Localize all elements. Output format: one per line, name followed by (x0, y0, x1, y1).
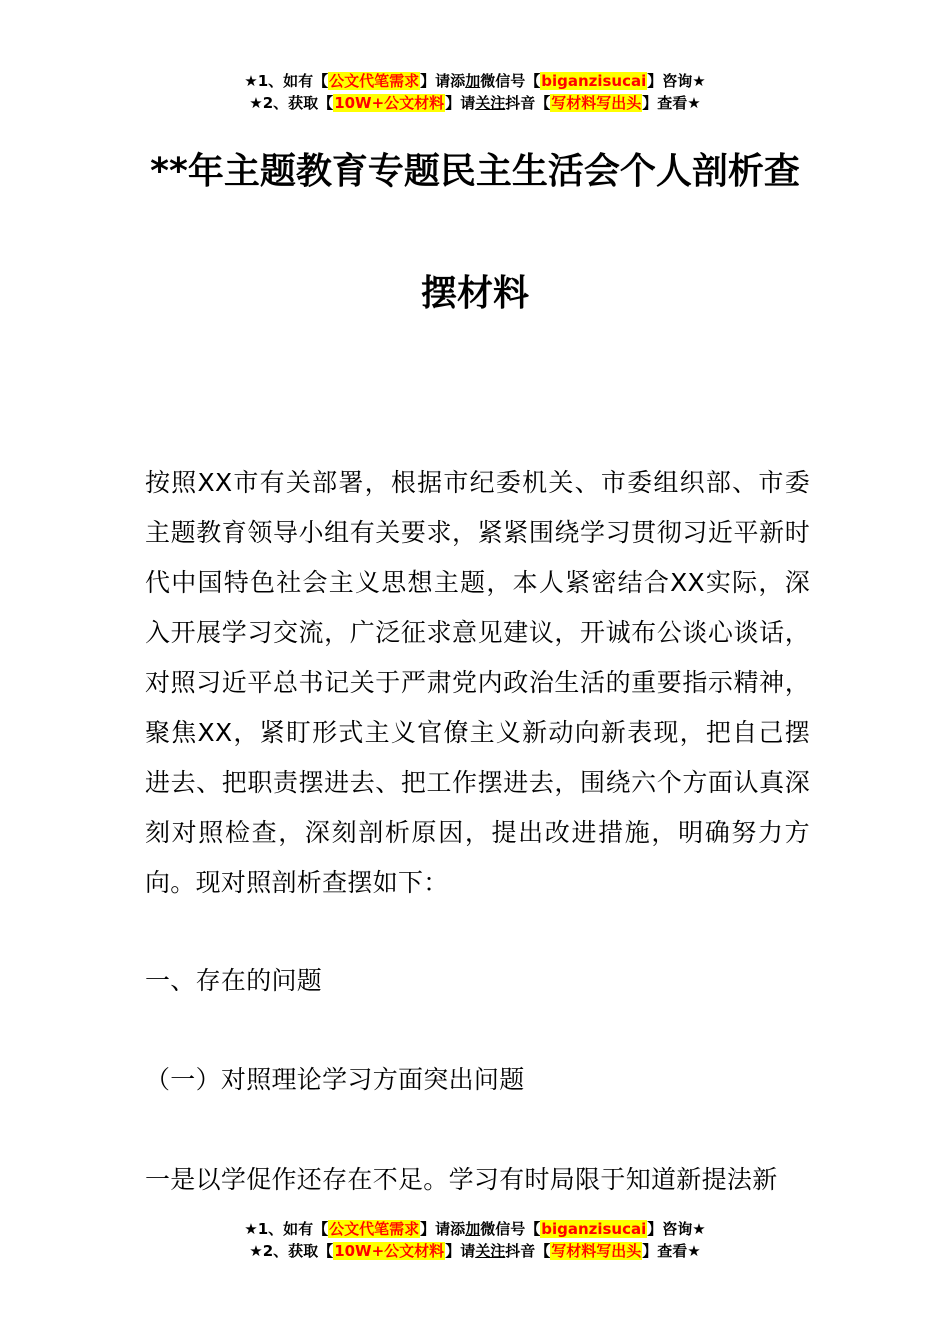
promo-text: 】查看★ (642, 94, 701, 112)
promo-text: 】请 (445, 1242, 476, 1260)
promo-highlight: biganzisucai (541, 1220, 647, 1238)
promo-text: 】请添 (420, 72, 466, 90)
promo-underline: 关注 (475, 1242, 506, 1260)
promo-text: ★2、获取【 (249, 94, 334, 112)
promo-line-1 (0, 1218, 950, 1240)
section-heading: 一、存在的问题 (145, 966, 323, 995)
promo-text: 】请 (445, 94, 476, 112)
document-title-line-1: **年主题教育专题民主生活会个人剖析查 (150, 151, 800, 192)
promo-highlight: 10W+公文材料 (334, 94, 445, 112)
promo-highlight: 公文代笔需求 (329, 72, 420, 90)
intro-paragraph: 按照XX市有关部署，根据市纪委机关、市委组织部、市委主题教育领导小组有关要求，紧紧围绕学习贯彻习近平新时代中国特色社会主义思想主题，本人紧密结合XX实际，深入开展学习交流，广泛征求意见建议，开诚布公谈心谈话，对照习近平总书记关于严肃党内政治生活的重要指示精神，聚焦XX，紧盯形式主义官僚主义新动向新表现，把自己摆进去、把职责摆进去、把工作摆进去，围绕六个方面认真深刻对照检查，深刻剖析原因，提出改进措施，明确努力方向。现对照剖析查摆如下： (145, 468, 810, 897)
promo-text: ★1、如有【 (244, 72, 329, 90)
header-promo (0, 70, 950, 114)
promo-text: 抖音【 (505, 1242, 551, 1260)
promo-text: 抖音【 (505, 94, 551, 112)
promo-text: ★1、如有【 (244, 1220, 329, 1238)
promo-underline: 加 (465, 72, 481, 90)
promo-text: 】咨询★ (647, 1220, 706, 1238)
promo-line-1 (0, 70, 950, 92)
subsection-heading: （一）对照理论学习方面突出问题 (145, 1065, 525, 1094)
promo-highlight: 写材料写出头 (551, 1242, 642, 1260)
document-title-line-2: 摆材料 (420, 273, 529, 314)
promo-line-2 (0, 1240, 950, 1262)
footer-promo (0, 1218, 950, 1262)
promo-text: 】咨询★ (647, 72, 706, 90)
promo-text: 】查看★ (642, 1242, 701, 1260)
promo-text: 微信号【 (480, 1220, 541, 1238)
promo-underline: 关注 (475, 94, 506, 112)
promo-text: 】请添 (420, 1220, 466, 1238)
promo-underline: 加 (465, 1220, 481, 1238)
body-paragraph: 一是以学促作还存在不足。学习有时局限于知道新提法新 (145, 1165, 778, 1194)
promo-text: 微信号【 (480, 72, 541, 90)
promo-text: ★2、获取【 (249, 1242, 334, 1260)
promo-highlight: 写材料写出头 (551, 94, 642, 112)
promo-highlight: 10W+公文材料 (334, 1242, 445, 1260)
promo-highlight: 公文代笔需求 (329, 1220, 420, 1238)
promo-highlight: biganzisucai (541, 72, 647, 90)
promo-line-2 (0, 92, 950, 114)
